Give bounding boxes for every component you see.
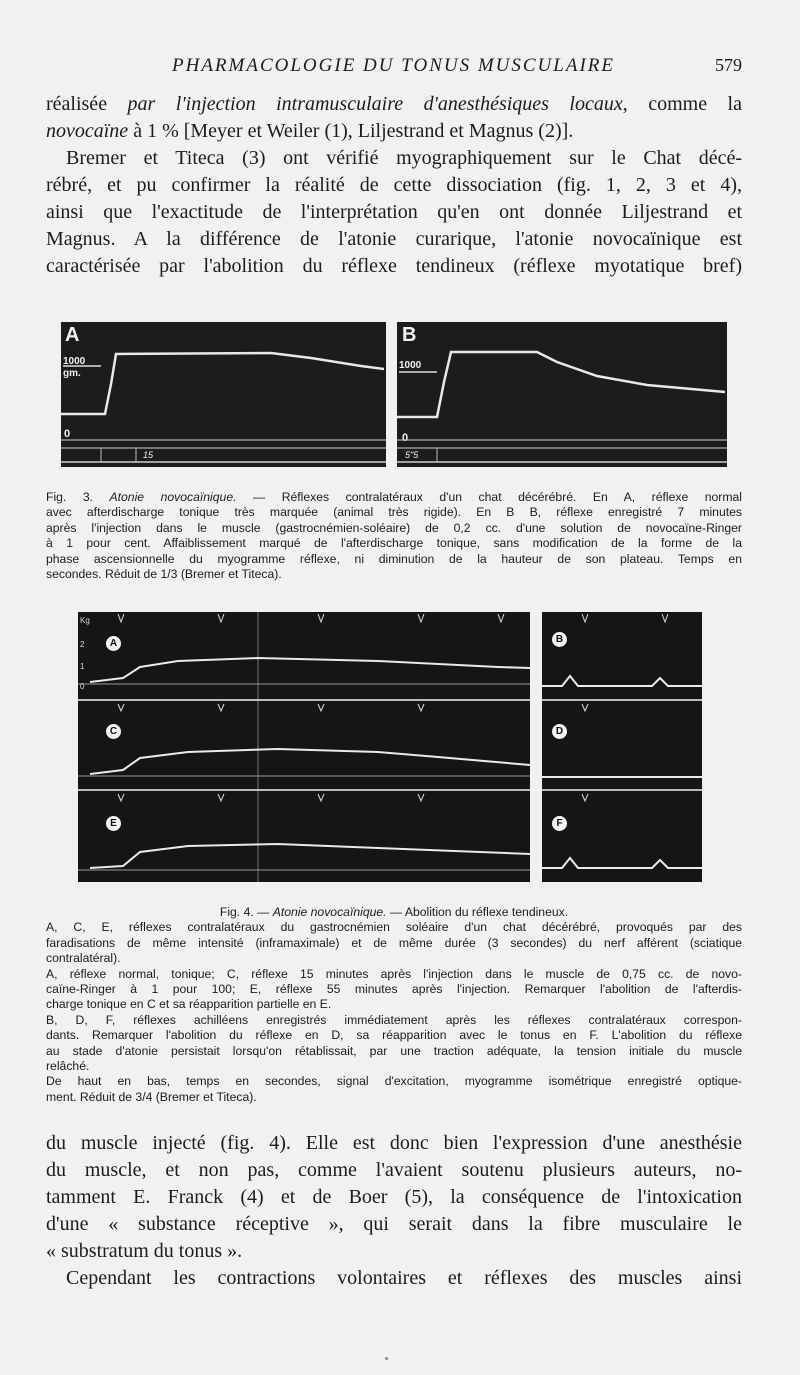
- page-mark: [385, 1357, 388, 1360]
- paragraph-3-line: du muscle, et non pas, comme l'avaient soutenu plusieurs auteurs, no-: [46, 1159, 742, 1181]
- figure-4-label-b: B: [552, 632, 567, 647]
- figure-4-caption: [46, 905, 742, 1105]
- figure-3-panel-a: [61, 322, 386, 467]
- paragraph-3-line: Cependant les contractions volontaires et réflexes des muscles ainsi: [66, 1267, 742, 1289]
- caption-line: à 1 pour cent. Affaiblissement marqué de l'afterdischarge tonique, sans modification de la forme de la: [46, 536, 742, 551]
- caption-line: secondes. Réduit de 1/3 (Bremer et Titeca).: [46, 567, 282, 582]
- paragraph-2-line: Magnus. A la différence de l'atonie curarique, l'atonie novocaïnique est: [46, 228, 742, 250]
- panel-a-label: A: [65, 324, 80, 346]
- paragraph-3: [46, 1130, 742, 1292]
- panel-b-scale: 1000: [399, 360, 422, 371]
- figure-4-right-traces: [542, 612, 702, 882]
- panel-b-trace: [397, 322, 727, 467]
- paragraph-2-line: Bremer et Titeca (3) ont vérifié myographiquement sur le Chat décé-: [66, 147, 742, 169]
- caption-line: faradisations de même intensité (inframaximale) et de même durée (3 secondes) du nerf afférent (sciatique: [46, 935, 742, 950]
- y-axis-unit: Kg: [80, 616, 90, 625]
- caption-line: ment. Réduit de 3/4 (Bremer et Titeca).: [46, 1089, 257, 1104]
- figure-4-label-d: D: [552, 724, 567, 739]
- y-axis-tick: 1: [80, 662, 85, 671]
- y-axis-tick: 2: [80, 640, 85, 649]
- caption-line: relâché.: [46, 1059, 90, 1074]
- caption-line: Fig. 3. Atonie novocaïnique. — Réflexes contralatéraux d'un chat décérébré. En A, réflexe normal: [46, 490, 742, 504]
- page-number: 579: [715, 55, 742, 75]
- figure-4-left-column: [78, 612, 530, 882]
- panel-b-label: B: [402, 324, 417, 346]
- paragraph-3-line: d'une « substance réceptive », qui serait dans la fibre musculaire le: [46, 1213, 742, 1235]
- caption-line: De haut en bas, temps en secondes, signal d'excitation, myogramme isométrique enregistré optique-: [46, 1074, 742, 1089]
- y-axis-tick: 0: [80, 682, 85, 691]
- figure-3-caption: [46, 490, 742, 582]
- paragraph-1-line-2: novocaïne à 1 % [Meyer et Weiler (1), Liljestrand et Magnus (2)].: [46, 120, 574, 142]
- paragraph-3-line: du muscle injecté (fig. 4). Elle est donc bien l'expression d'une anesthésie: [46, 1132, 742, 1154]
- panel-a-unit: gm.: [63, 368, 81, 379]
- paragraph-3-line: « substratum du tonus ».: [46, 1240, 243, 1262]
- panel-a-trace: [61, 322, 386, 467]
- paragraph-2-line: rébré, et pu confirmer la réalité de cette dissociation (fig. 1, 2, 3 et 4),: [46, 174, 742, 196]
- caption-line: B, D, F, réflexes achilléens enregistrés immédiatement après les réflexes contralatéraux correspon-: [46, 1012, 742, 1027]
- figure-3-panel-b: [397, 322, 727, 467]
- paragraph-1: [46, 91, 742, 145]
- panel-a-time-mark: 15: [143, 450, 154, 460]
- caption-line: après l'injection dans le muscle (gastrocnémien-soléaire) de 0,2 cc. d'une solution de novocaïne-Ringer: [46, 520, 742, 535]
- caption-line: phase ascensionnelle du myogramme réflexe, ni diminution de la hauteur de son plateau. Temps en: [46, 551, 742, 566]
- paragraph-1-line-1: réalisée par l'injection intramusculaire d'anesthésiques locaux, comme la: [46, 93, 742, 115]
- figure-4-left-traces: [78, 612, 530, 882]
- paragraph-2: [46, 145, 742, 280]
- paragraph-2-line: ainsi que l'exactitude de l'interprétation qu'en ont donnée Liljestrand et: [46, 201, 742, 223]
- paragraph-3-line: tamment E. Franck (4) et de Boer (5), la conséquence de l'intoxication: [46, 1186, 742, 1208]
- figure-4-label-c: C: [106, 724, 121, 739]
- caption-line: charge tonique en C et sa réapparition partielle en E.: [46, 997, 332, 1012]
- caption-line: A, C, E, réflexes contralatéraux du gastrocnémien soléaire d'un chat décérébré, provoqués par des: [46, 920, 742, 935]
- figure-4: [78, 612, 702, 882]
- running-title: PHARMACOLOGIE DU TONUS MUSCULAIRE: [172, 55, 615, 76]
- caption-line: caïne-Ringer à 1 pour 100; E, réflexe 55 minutes après l'injection. Remarquer l'abolition de l'afterdis-: [46, 982, 742, 997]
- caption-line: au stade d'atonie persistait lorsqu'on rétablissait, par une traction adéquate, la tension initiale du muscle: [46, 1043, 742, 1058]
- figure-4-right-column: [542, 612, 702, 882]
- panel-a-scale: 1000: [63, 356, 86, 367]
- panel-b-zero: 0: [402, 432, 409, 444]
- caption-line: contralatéral).: [46, 951, 121, 966]
- figure-4-label-a: A: [106, 636, 121, 651]
- paragraph-2-line: caractérisée par l'abolition du réflexe tendineux (réflexe myotatique bref): [46, 255, 742, 277]
- figure-4-label-e: E: [106, 816, 121, 831]
- figure-4-label-f: F: [552, 816, 567, 831]
- panel-a-zero: 0: [64, 428, 71, 440]
- caption-line: avec afterdischarge tonique très marquée (animal très rigide). En B B, réflexe enregistré 7 minutes: [46, 505, 742, 520]
- figure-4-caption-title: Fig. 4. — Atonie novocaïnique. — Abolition du réflexe tendineux.: [219, 905, 569, 919]
- page-header: [0, 55, 800, 85]
- caption-line: A, réflexe normal, tonique; C, réflexe 15 minutes après l'injection dans le muscle de 0,75 cc. de novo-: [46, 966, 742, 981]
- caption-line: dants. Remarquer l'abolition du réflexe en D, sa réapparition avec le tonus en F. L'abolition du réflexe: [46, 1028, 742, 1043]
- panel-b-time-mark: 5"5: [405, 450, 419, 460]
